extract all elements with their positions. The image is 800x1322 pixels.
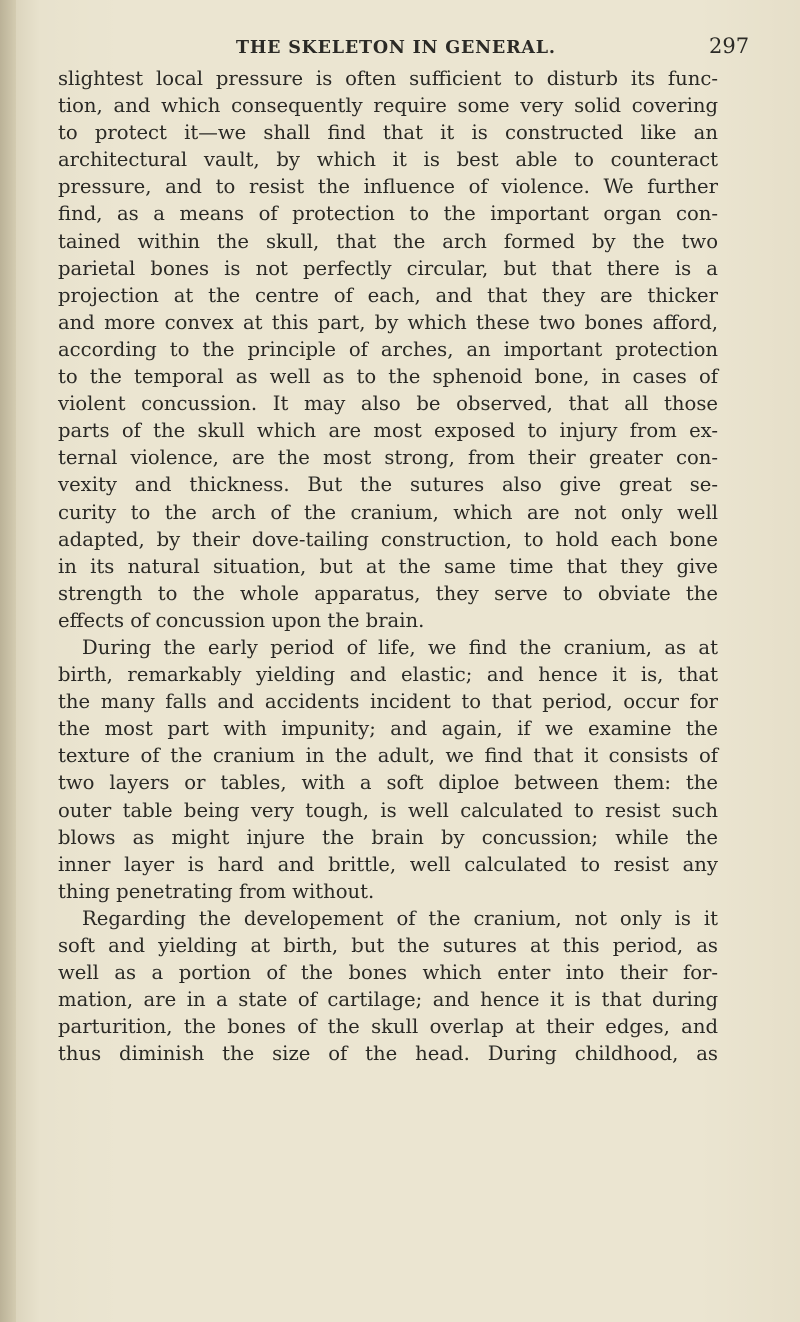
text-line: to protect it—we shall find that it is constructed like an bbox=[58, 121, 718, 145]
running-title: THE SKELETON IN GENERAL. bbox=[236, 38, 556, 58]
text-line: vexity and thickness. But the sutures also give great se- bbox=[58, 473, 718, 497]
text-line: birth, remarkably yielding and elastic; and hence it is, that bbox=[58, 663, 718, 687]
text-line: parietal bones is not perfectly circular, but that there is a bbox=[58, 256, 718, 280]
text-line: adapted, by their dove-tailing construction, to hold each bone bbox=[58, 527, 718, 551]
text-line: outer table being very tough, is well calculated to resist such bbox=[58, 798, 718, 822]
text-line: soft and yielding at birth, but the sutures at this period, as bbox=[58, 934, 718, 957]
text-line: the most part with impunity; and again, if we examine the bbox=[58, 717, 718, 741]
text-line: two layers or tables, with a soft diploe between them: the bbox=[58, 771, 718, 795]
text-line: violent concussion. It may also be observed, that all those bbox=[58, 392, 718, 416]
text-line: find, as a means of protection to the important organ con- bbox=[58, 202, 718, 226]
text-line: the many falls and accidents incident to that period, occur for bbox=[58, 690, 718, 714]
text-line: to the temporal as well as to the sphenoid bone, in cases of bbox=[58, 365, 718, 389]
text-line: tained within the skull, that the arch formed by the two bbox=[58, 229, 718, 253]
text-line: projection at the centre of each, and that they are thicker bbox=[58, 283, 718, 307]
text-line: and more convex at this part, by which these two bones afford, bbox=[58, 310, 718, 334]
text-line: well as a portion of the bones which enter into their for- bbox=[58, 961, 718, 985]
text-line: tion, and which consequently require some very solid covering bbox=[58, 94, 718, 118]
text-line: ternal violence, are the most strong, from their greater con- bbox=[58, 446, 718, 470]
text-line: thing penetrating from without. bbox=[58, 879, 375, 903]
text-line: according to the principle of arches, an important protection bbox=[58, 337, 718, 361]
text-line: texture of the cranium in the adult, we find that it consists of bbox=[58, 744, 718, 768]
page-gutter-shadow bbox=[0, 0, 16, 1322]
text-line: in its natural situation, but at the same time that they give bbox=[58, 554, 718, 578]
text-line: curity to the arch of the cranium, which are not only well bbox=[58, 500, 718, 524]
text-line: effects of concussion upon the brain. bbox=[58, 608, 425, 632]
text-line: blows as might injure the brain by concussion; while the bbox=[58, 825, 718, 849]
page-number: 297 bbox=[709, 34, 750, 58]
text-line: pressure, and to resist the influence of violence. We further bbox=[58, 175, 718, 199]
text-line: During the early period of life, we find the cranium, as at bbox=[82, 635, 718, 659]
text-line: architectural vault, by which it is best able to counteract bbox=[58, 148, 718, 172]
body-text bbox=[58, 65, 718, 1067]
text-line: mation, are in a state of cartilage; and hence it is that during bbox=[58, 988, 718, 1012]
text-line: strength to the whole apparatus, they serve to obviate the bbox=[58, 581, 718, 605]
text-line: parts of the skull which are most exposed to injury from ex- bbox=[58, 419, 718, 443]
text-line: Regarding the developement of the cranium, not only is it bbox=[82, 906, 718, 930]
text-line: slightest local pressure is often sufficient to disturb its func- bbox=[58, 67, 718, 90]
text-line: inner layer is hard and brittle, well calculated to resist any bbox=[58, 852, 718, 876]
text-line: thus diminish the size of the head. During childhood, as bbox=[58, 1042, 718, 1066]
text-line: parturition, the bones of the skull overlap at their edges, and bbox=[58, 1015, 718, 1039]
